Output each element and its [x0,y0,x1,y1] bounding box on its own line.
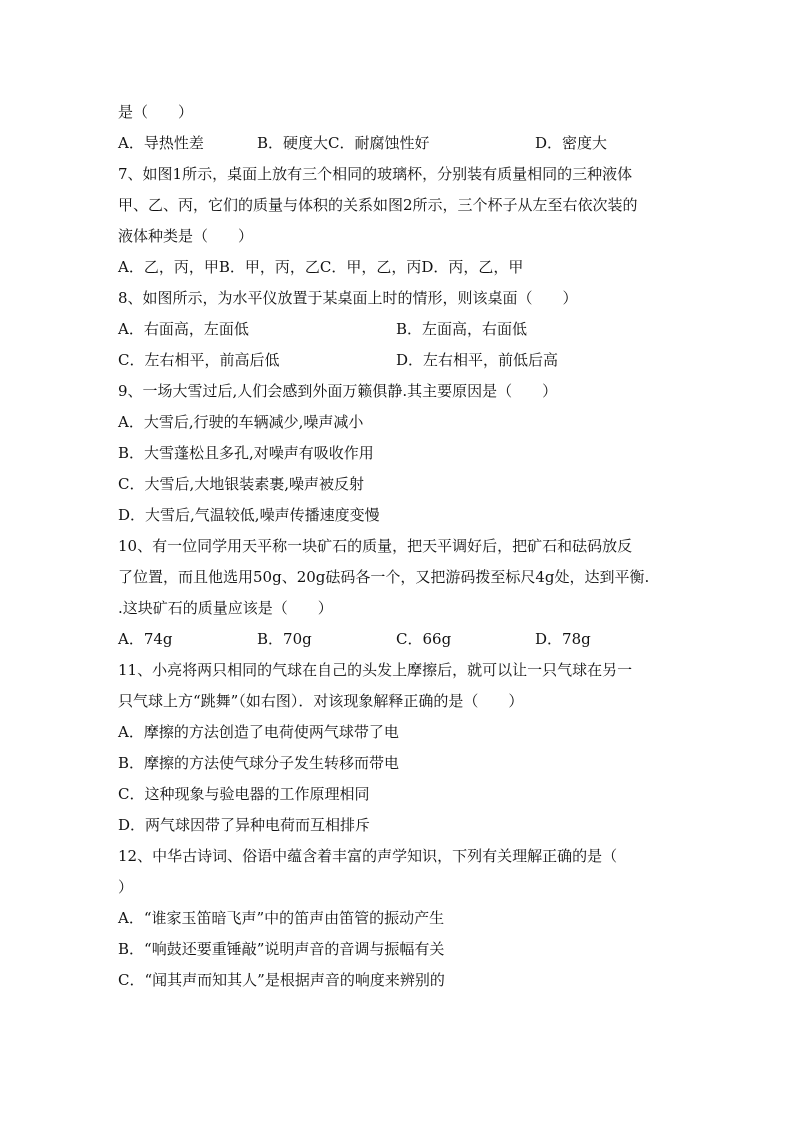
q9-option-b: B．大雪蓬松且多孔,对噪声有吸收作用 [118,444,374,462]
q12-stem-line-1: 12、中华古诗词、俗语中蕴含着丰富的声学知识，下列有关理解正确的是（ [118,847,618,865]
q11-stem-line-2: 只气球上方“跳舞”（如右图）．对该现象解释正确的是（ ） [118,692,524,710]
q7-options: A．乙，丙，甲B．甲，丙，乙C．甲，乙，丙D．丙，乙，甲 [118,258,524,276]
q7-stem-line-1: 7、如图1所示，桌面上放有三个相同的玻璃杯，分别装有质量相同的三种液体 [118,165,633,183]
q12-option-a: A．“谁家玉笛暗飞声”中的笛声由笛管的振动产生 [118,909,445,927]
q10-stem-line-1: 10、有一位同学用天平称一块矿石的质量，把天平调好后，把矿石和砝码放反 [118,537,633,555]
q11-option-d: D．两气球因带了异种电荷而互相排斥 [118,816,371,834]
q10-stem-line-3: .这块矿石的质量应该是（ ） [118,599,333,617]
q10-option-c: C．66g [396,630,452,648]
q11-option-b: B．摩擦的方法使气球分子发生转移而带电 [118,754,400,772]
q8-option-c: C．左右相平，前高后低 [118,351,280,369]
q6-stem-tail: 是（ ） [118,103,194,121]
q8-option-b: B．左面高，右面低 [396,320,528,338]
q12-option-b: B．“响鼓还要重锤敲”说明声音的音调与振幅有关 [118,940,445,958]
q9-option-d: D．大雪后,气温较低,噪声传播速度变慢 [118,506,380,524]
q10-option-d: D．78g [535,630,591,648]
q7-stem-line-3: 液体种类是（ ） [118,227,254,245]
q9-option-a: A．大雪后,行驶的车辆减少,噪声减小 [118,413,364,431]
q9-stem: 9、一场大雪过后,人们会感到外面万籁俱静.其主要原因是（ ） [118,382,558,400]
q10-option-b: B．70g [257,630,312,648]
q6-option-a: A．导热性差 [118,134,204,152]
q8-option-a: A．右面高，左面低 [118,320,249,338]
q7-stem-line-2: 甲、乙、丙，它们的质量与体积的关系如图2所示，三个杯子从左至右依次装的 [118,196,638,214]
q9-option-c: C．大雪后,大地银装素裹,噪声被反射 [118,475,365,493]
q12-option-c: C．“闻其声而知其人”是根据声音的响度来辨别的 [118,971,445,989]
exam-page [118,0,678,1123]
q10-stem-line-2: 了位置，而且他选用50g、20g砝码各一个，又把游码拨至标尺4g处，达到平衡. [118,568,650,586]
q6-option-bc: B．硬度大C．耐腐蚀性好 [257,134,430,152]
q11-option-a: A．摩擦的方法创造了电荷使两气球带了电 [118,723,399,741]
q8-stem: 8、如图所示，为水平仪放置于某桌面上时的情形，则该桌面（ ） [118,289,578,307]
q8-option-d: D．左右相平，前低后高 [396,351,559,369]
q10-option-a: A．74g [118,630,173,648]
q11-stem-line-1: 11、小亮将两只相同的气球在自己的头发上摩擦后，就可以让一只气球在另一 [118,661,633,679]
q12-stem-line-2: ） [118,878,134,896]
q6-option-d: D．密度大 [535,134,608,152]
q11-option-c: C．这种现象与验电器的工作原理相同 [118,785,370,803]
